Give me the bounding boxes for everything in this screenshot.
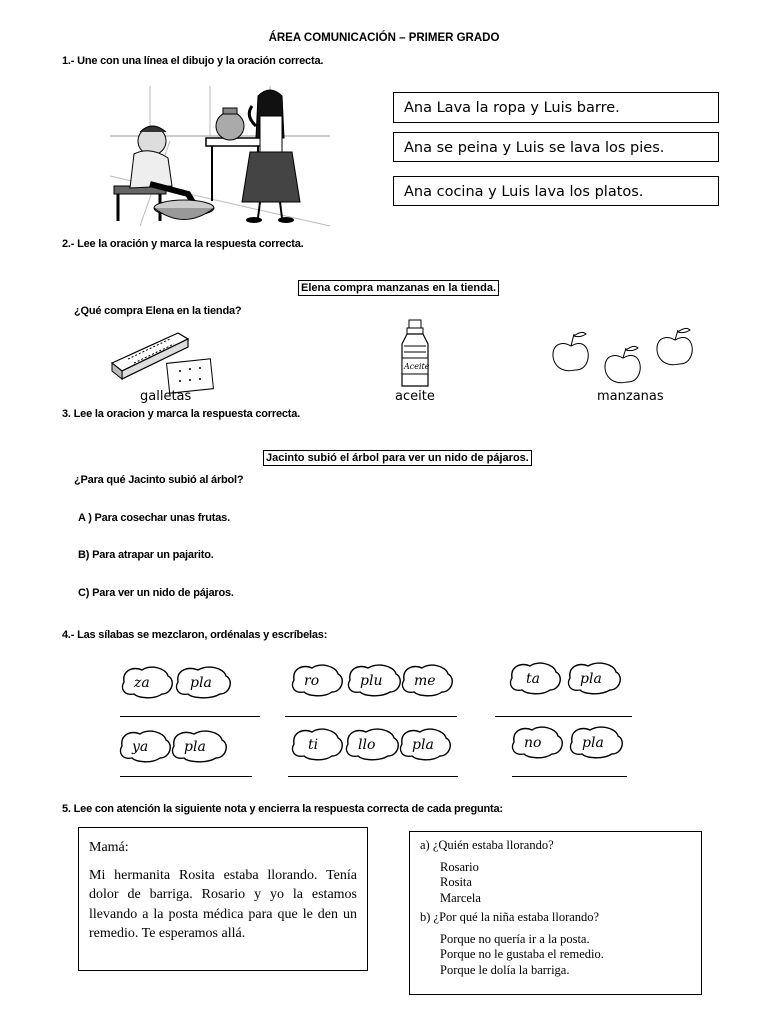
write-line[interactable]: [120, 716, 260, 717]
syllable: pla: [580, 671, 602, 687]
write-line[interactable]: [495, 716, 632, 717]
oil-bottle-icon[interactable]: [396, 318, 434, 390]
crackers-icon[interactable]: [108, 325, 218, 393]
syllable: plu: [360, 673, 383, 689]
note-box: [78, 827, 368, 971]
q3-instruction: 3. Lee la oracion y marca la respuesta correcta.: [62, 408, 301, 420]
washing-illustration: [110, 86, 330, 231]
note-greeting: Mamá:: [89, 840, 129, 855]
syllable: me: [414, 673, 436, 689]
answer-b-option[interactable]: Porque no le gustaba el remedio.: [440, 947, 604, 961]
oil-bottle-label: Aceite: [404, 362, 430, 371]
answer-b-option[interactable]: Porque no quería ir a la posta.: [440, 931, 590, 946]
page-title: ÁREA COMUNICACIÓN – PRIMER GRADO: [268, 32, 500, 44]
q3-question: ¿Para qué Jacinto subió al árbol?: [74, 474, 244, 486]
syllable-group-4: [118, 726, 238, 766]
q1-instruction: 1.- Une con una línea el dibujo y la oración correcta.: [62, 55, 324, 67]
q5-instruction: 5. Lee con atención la siguiente nota y encierra la respuesta correcta de cada pregunta:: [62, 803, 503, 815]
syllable-group-5: [290, 724, 462, 764]
note-body: Mi hermanita Rosita estaba llorando. Tenía dolor de barriga. Rosario y yo la estamos llevando a la posta médica para que le den un remedio. Te esperamos allá.: [89, 867, 357, 941]
syllable: ti: [308, 737, 319, 753]
answer-b-option[interactable]: Porque le dolía la barriga.: [440, 962, 570, 977]
question-a: a) ¿Quién estaba llorando?: [420, 838, 554, 852]
syllable-group-3: [508, 658, 634, 698]
syllable: ro: [304, 673, 320, 689]
syllable-group-1: [120, 662, 240, 702]
choice-aceite-label: aceite: [395, 389, 435, 404]
q3-option-a[interactable]: A ) Para cosechar unas frutas.: [78, 512, 230, 524]
syllable-group-6: [510, 722, 636, 762]
write-line[interactable]: [288, 776, 458, 777]
answer-a-option[interactable]: Rosario: [440, 859, 479, 874]
choice-galletas-label: galletas: [140, 389, 192, 404]
write-line[interactable]: [285, 716, 457, 717]
syllable-group-2: [290, 660, 462, 700]
syllable: no: [524, 735, 542, 751]
write-line[interactable]: [512, 776, 627, 777]
q2-instruction: 2.- Lee la oración y marca la respuesta correcta.: [62, 238, 304, 250]
write-line[interactable]: [120, 776, 252, 777]
q1-option-2[interactable]: Ana se peina y Luis se lava los pies.: [393, 132, 719, 162]
questions-box: [409, 831, 702, 995]
question-b: b) ¿Por qué la niña estaba llorando?: [420, 910, 600, 924]
syllable: pla: [184, 739, 206, 755]
q1-option-3[interactable]: Ana cocina y Luis lava los platos.: [393, 176, 719, 206]
q3-option-c[interactable]: C) Para ver un nido de pájaros.: [78, 587, 234, 599]
choice-manzanas-label: manzanas: [597, 389, 664, 404]
syllable: pla: [582, 735, 604, 751]
syllable: pla: [190, 675, 212, 691]
q1-option-1[interactable]: Ana Lava la ropa y Luis barre.: [393, 92, 719, 123]
q4-instruction: 4.- Las sílabas se mezclaron, ordénalas y escríbelas:: [62, 629, 328, 641]
syllable: pla: [412, 737, 434, 753]
q2-sentence: Elena compra manzanas en la tienda.: [298, 280, 499, 296]
q3-sentence: Jacinto subió el árbol para ver un nido de pájaros.: [263, 450, 532, 466]
syllable: ya: [132, 739, 149, 755]
apples-icon[interactable]: [550, 328, 710, 384]
q3-option-b[interactable]: B) Para atrapar un pajarito.: [78, 549, 214, 561]
syllable: ta: [526, 671, 540, 687]
answer-a-option[interactable]: Marcela: [440, 890, 481, 905]
answer-a-option[interactable]: Rosita: [440, 875, 472, 889]
syllable: llo: [358, 737, 376, 753]
syllable: za: [134, 675, 150, 691]
q2-question: ¿Qué compra Elena en la tienda?: [74, 305, 242, 317]
